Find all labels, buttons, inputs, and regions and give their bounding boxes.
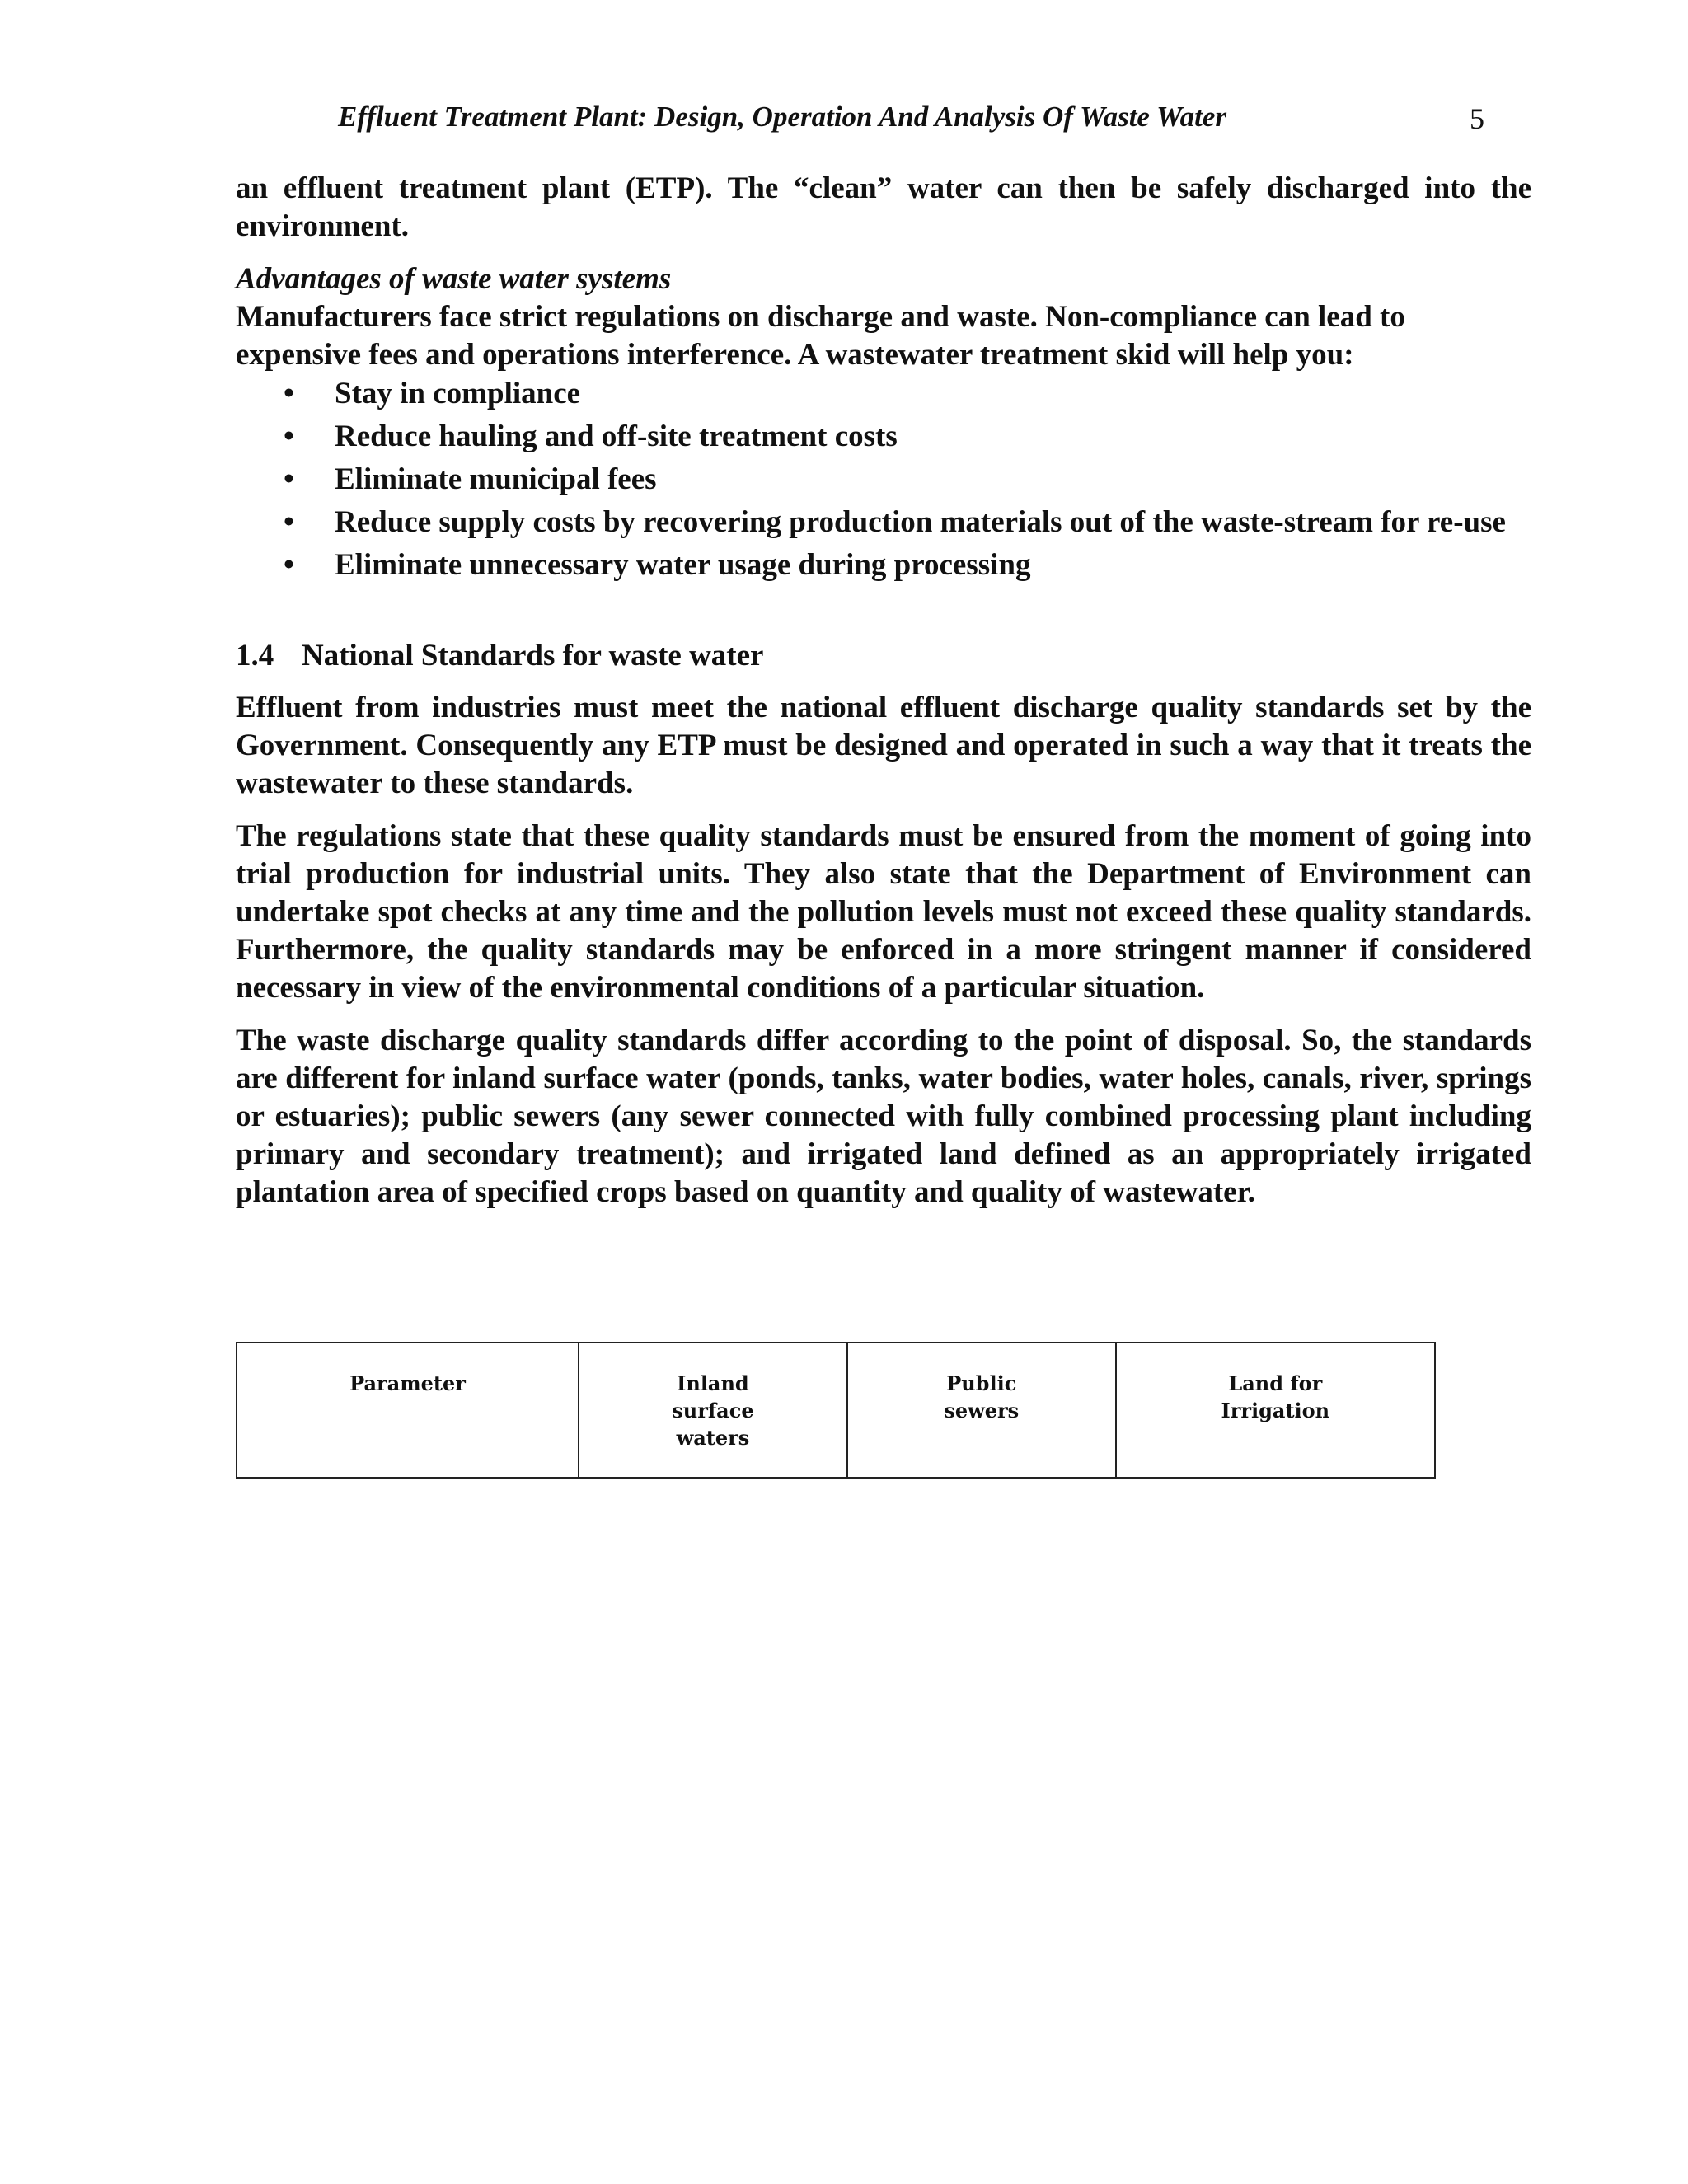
- bullet-icon: •: [284, 505, 294, 539]
- list-item: [284, 460, 1531, 499]
- table-header-row: [237, 1343, 1435, 1478]
- advantages-list: [236, 374, 1531, 585]
- page-body: [236, 170, 1531, 1226]
- bullet-icon: •: [284, 462, 294, 496]
- section-paragraph: Effluent from industries must meet the national effluent discharge quality standards set by the Government. Consequently any ETP must be designed and operated in such a way that it treats the wastewater to these standards.: [236, 691, 1531, 800]
- list-item-text: Reduce supply costs by recovering production materials out of the waste-stream for re-use: [335, 505, 1506, 539]
- advantages-heading: Advantages of waste water systems: [236, 262, 672, 296]
- section-title: National Standards for waste water: [302, 639, 764, 673]
- bullet-icon: •: [284, 377, 294, 410]
- list-item: [284, 417, 1531, 457]
- table-header-public-sewers: Public sewers: [847, 1343, 1116, 1478]
- table-header-inland-surface-waters: Inland surface waters: [579, 1343, 847, 1478]
- list-item-text: Eliminate municipal fees: [335, 462, 657, 496]
- section-number: 1.4: [236, 639, 274, 673]
- table-header-parameter: Parameter: [237, 1343, 579, 1478]
- page-number: 5: [1470, 102, 1484, 135]
- advantages-lead: Manufacturers face strict regulations on discharge and waste. Non-compliance can lead to expensive fees and operations interference. A wastewater treatment skid will help you:: [236, 300, 1405, 372]
- running-header-title: Effluent Treatment Plant: Design, Operation And Analysis Of Waste Water: [338, 101, 1226, 133]
- section-paragraph: The regulations state that these quality standards must be ensured from the moment of going into trial production for industrial units. They also state that the Department of Environment can undertake spot checks at any time and the pollution levels must not exceed these quality standards. Furthermore, the quality standards may be enforced in a more stringent manner if considered necessary in view of the environmental conditions of a particular situation.: [236, 819, 1531, 1005]
- list-item: [284, 546, 1531, 585]
- bullet-icon: •: [284, 548, 294, 582]
- section-heading: [236, 636, 1531, 676]
- list-item-text: Eliminate unnecessary water usage during processing: [335, 548, 1031, 582]
- standards-table: [236, 1342, 1436, 1479]
- bullet-icon: •: [284, 419, 294, 453]
- list-item: [284, 374, 1531, 414]
- intro-paragraph: an effluent treatment plant (ETP). The “clean” water can then be safely discharged into the environment.: [236, 171, 1531, 243]
- list-item-text: Reduce hauling and off-site treatment costs: [335, 419, 898, 453]
- list-item: [284, 503, 1531, 542]
- table-header-land-for-irrigation: Land for Irrigation: [1116, 1343, 1435, 1478]
- list-item-text: Stay in compliance: [335, 377, 581, 410]
- section-paragraph: The waste discharge quality standards differ according to the point of disposal. So, the standards are different for inland surface water (ponds, tanks, water bodies, water holes, canals, river, springs or estuaries); public sewers (any sewer connected with fully combined processing plant including primary and secondary treatment); and irrigated land defined as an appropriately irrigated plantation area of specified crops based on quantity and quality of wastewater.: [236, 1024, 1531, 1209]
